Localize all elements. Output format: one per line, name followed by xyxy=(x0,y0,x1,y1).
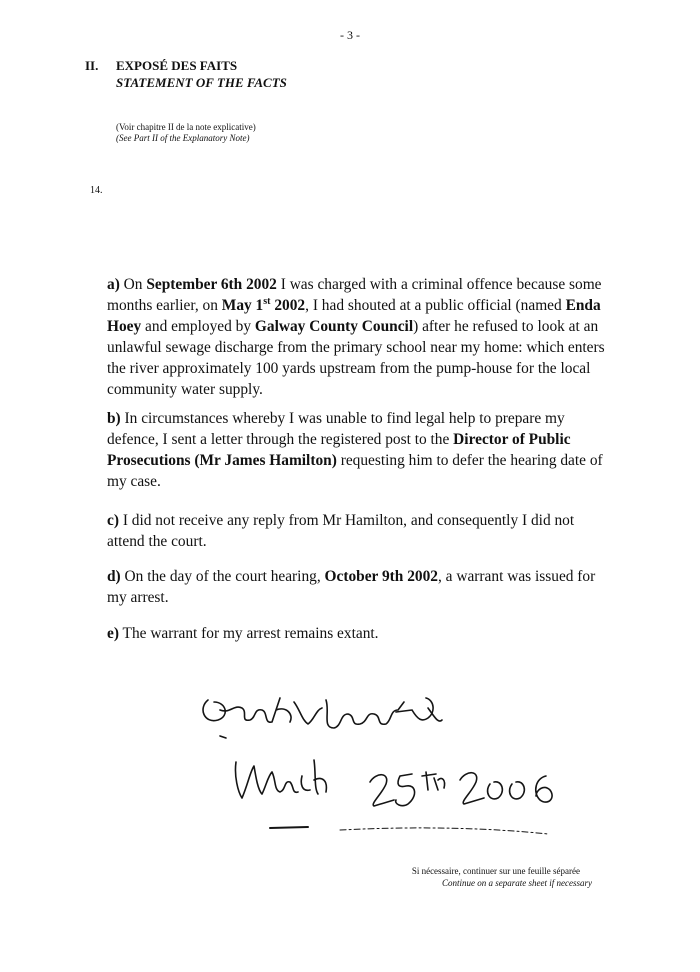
paragraph-e-text-1: The warrant for my arrest remains extant. xyxy=(118,625,379,642)
paragraph-b-label: b) xyxy=(107,410,121,427)
paragraph-a-text-2: I was charged with a criminal offence because some months earlier, on xyxy=(107,276,602,314)
paragraph-c-label: c) xyxy=(107,512,119,529)
paragraph-d-label: d) xyxy=(107,568,121,585)
paragraph-a-text-3: , I had shouted at a public official (named xyxy=(305,297,566,314)
explanatory-note-english: (See Part II of the Explanatory Note) xyxy=(116,133,250,143)
paragraph-a-label: a) xyxy=(107,276,120,293)
paragraph-a-ordinal-suffix: st xyxy=(263,295,271,307)
section-number: II. xyxy=(85,58,99,73)
paragraph-a-text-5: ) after he refused to look at an unlawful sewage discharge from the primary school near my home: which enters the river approximately 100 yards upstream from the pump-house for the local community water supply. xyxy=(107,318,605,398)
paragraph-b-text-2: requesting him to defer the hearing date of my case. xyxy=(107,452,603,490)
paragraph-a-employer: Galway County Council xyxy=(254,318,414,335)
paragraph-a-incident-year: 2002 xyxy=(270,297,306,314)
paragraph-a-official-name: Enda Hoey xyxy=(107,297,601,335)
paragraph-e xyxy=(107,623,612,644)
section-title-english: STATEMENT OF THE FACTS xyxy=(116,75,287,90)
item-number: 14. xyxy=(90,185,103,196)
paragraph-d-hearing-date: October 9th 2002 xyxy=(324,568,438,585)
paragraph-b-text-1: In circumstances whereby I was unable to find legal help to prepare my defence, I sent a letter through the registered post to the xyxy=(107,410,565,448)
paragraph-a xyxy=(107,274,612,400)
page-number: - 3 - xyxy=(340,28,360,42)
paragraph-d-text-1: On the day of the court hearing, xyxy=(120,568,325,585)
paragraph-a-text-4: and employed by xyxy=(141,318,255,335)
paragraph-d-text-2: , a warrant was issued for my arrest. xyxy=(107,568,596,606)
paragraph-c-text-1: I did not receive any reply from Mr Hamilton, and consequently I did not attend the court. xyxy=(107,512,575,550)
paragraph-d xyxy=(107,566,612,608)
explanatory-note-french: (Voir chapitre II de la note explicative) xyxy=(116,122,256,132)
paragraph-e-label: e) xyxy=(107,625,119,642)
section-title-french: EXPOSÉ DES FAITS xyxy=(116,58,238,73)
paragraph-b xyxy=(107,408,612,492)
footer-note-french: Si nécessaire, continuer sur une feuille séparée xyxy=(411,866,580,876)
paragraph-a-charge-date: September 6th 2002 xyxy=(146,276,277,293)
paragraph-a-incident-date: May 1 xyxy=(221,297,264,314)
paragraph-c xyxy=(107,510,612,552)
footer-note-english: Continue on a separate sheet if necessary xyxy=(442,878,592,888)
paragraph-b-director: Director of Public Prosecutions (Mr James Hamilton) xyxy=(107,431,571,469)
paragraph-a-text-1: On xyxy=(119,276,147,293)
handwritten-signature xyxy=(190,680,570,850)
